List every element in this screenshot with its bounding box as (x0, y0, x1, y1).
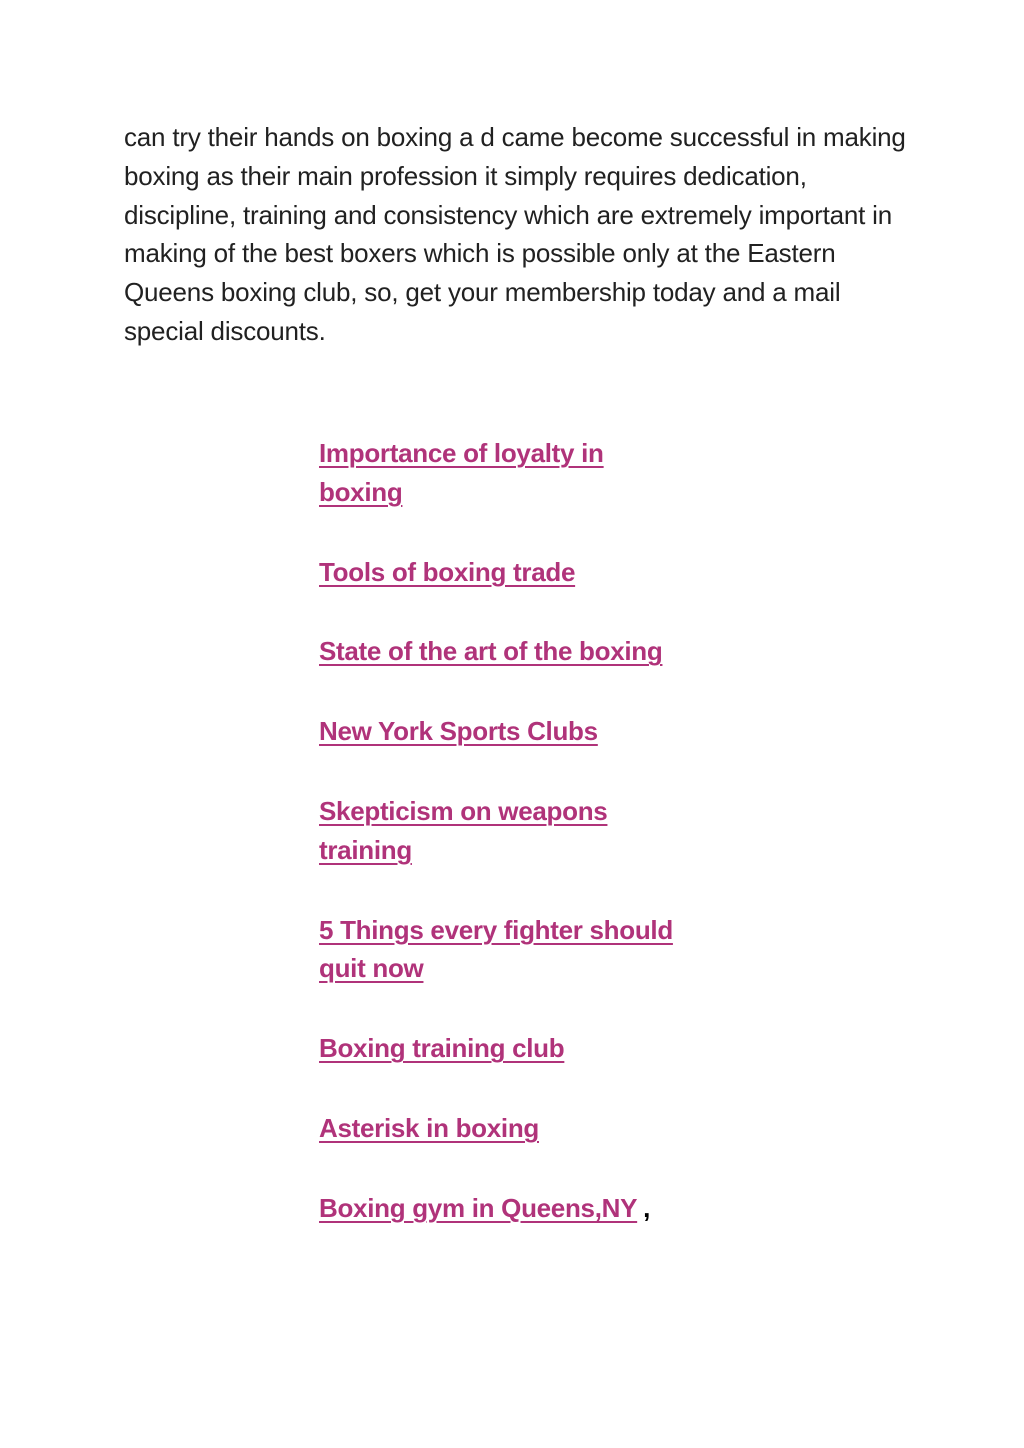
trailing-comma: , (643, 1192, 651, 1223)
related-links-list (319, 434, 739, 1269)
list-item (319, 1029, 739, 1068)
link-skepticism-weapons-training[interactable]: Skepticism on weapons training (319, 795, 608, 865)
link-asterisk-in-boxing[interactable]: Asterisk in boxing (319, 1112, 539, 1143)
link-boxing-gym-queens[interactable]: Boxing gym in Queens,NY (319, 1192, 638, 1223)
link-new-york-sports-clubs[interactable]: New York Sports Clubs (319, 716, 598, 747)
link-importance-of-loyalty[interactable]: Importance of loyalty in boxing (319, 438, 604, 507)
link-five-things-fighter[interactable]: 5 Things every fighter should quit now (319, 914, 673, 984)
link-boxing-training-club[interactable]: Boxing training club (319, 1033, 565, 1064)
list-item (319, 792, 649, 870)
link-tools-of-boxing-trade[interactable]: Tools of boxing trade (319, 556, 576, 587)
list-item (319, 1109, 739, 1148)
link-state-of-the-art[interactable]: State of the art of the boxing (319, 636, 663, 667)
list-item (319, 1189, 739, 1228)
list-item (319, 434, 649, 512)
list-item (319, 712, 739, 751)
list-item (319, 911, 709, 989)
body-paragraph: can try their hands on boxing a d came become successful in making boxing as their main profession it simply requires dedication, discipline, training and consistency which are extremely important in making of the best boxers which is possible only at the Eastern Queens boxing club, so, get your membership today and a mail special discounts. (124, 122, 906, 346)
list-item (319, 632, 739, 671)
list-item (319, 553, 739, 592)
